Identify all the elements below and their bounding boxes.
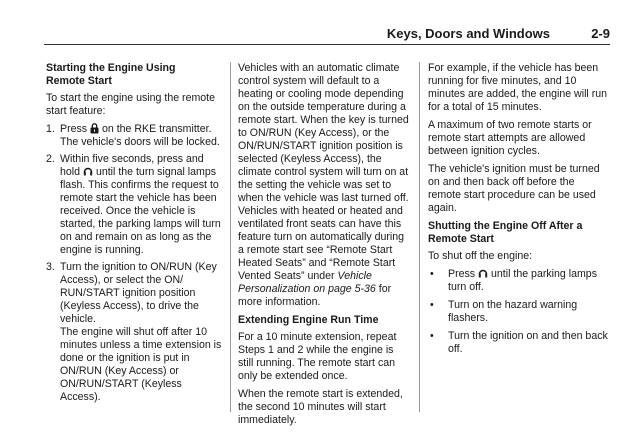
bullet: • <box>430 330 434 342</box>
extension-timing-paragraph: When the remote start is extended, the second 10 minutes will start immediately. <box>238 388 403 426</box>
shutoff-intro: To shut off the engine: <box>428 250 533 262</box>
column-3 <box>428 62 610 361</box>
intro-paragraph: To start the engine using the remote start feature: <box>46 92 216 117</box>
section-heading-extending: Extending Engine Run Time <box>238 314 379 326</box>
column-divider-2 <box>419 62 420 412</box>
list-item: • Press until the parking lamps turn off. <box>430 268 597 293</box>
climate-paragraph: Vehicles with an automatic climate control system will default to a heating or cooling mode depending on the outside temperature during a remote start. When the key is turned to ON/RUN (Key Access), or the ON/RUN/START ignition position is selected (Keyless Access), the climate control system will turn on at the setting the vehicle was set to when the vehicle was last turned off. Vehicles with heated or heated and ventilated front seats can have this feature turn on automatically during a remote start see “Remote Start Heated Seats” and “Remote Start Vented Seats” under Vehicle Personalization on page 5-36 for more information. <box>238 62 409 308</box>
extension-paragraph: For a 10 minute extension, repeat Steps 1 and 2 while the engine is still running. The remote start can only be extended once. <box>238 331 397 382</box>
bullet: • <box>430 268 434 280</box>
limit-paragraph: A maximum of two remote starts or remote start attempts are allowed between ignition cycles. <box>428 119 592 157</box>
list-item: • Turn the ignition on and then back off. <box>430 330 608 355</box>
step-item: 1. Press on the RKE transmitter. The vehicle's doors will be locked. <box>46 123 220 148</box>
column-1 <box>46 62 222 408</box>
section-title: Keys, Doors and Windows <box>386 26 550 41</box>
lock-icon <box>90 123 99 134</box>
section-heading-remote-start: Starting the Engine Using Remote Start <box>46 62 176 87</box>
step-item: 3. Turn the ignition to ON/RUN (Key Access), or select the ON/ RUN/START ignition position (Keyless Access), to drive the vehicle. The engine will shut off after 10 minutes unless a time extension is done or the ignition is put in ON/RUN (Key Access) or ON/RUN/START (Keyless Access). <box>46 261 222 403</box>
header-divider <box>44 44 610 45</box>
section-heading-shutting-off: Shutting the Engine Off After a Remote Start <box>428 220 583 245</box>
remote-start-icon <box>83 166 93 177</box>
cross-reference-link: Vehicle Personalization on page 5-36 <box>238 270 376 295</box>
step-item: 2. Within five seconds, press and hold until the turn signal lamps flash. This confirms the request to remote start the vehicle has been received. Once the vehicle is started, the parking lamps will turn on and remain on as long as the engine is running. <box>46 153 221 256</box>
list-item: • Turn on the hazard warning flashers. <box>430 299 578 324</box>
page-header <box>44 26 610 44</box>
column-divider-1 <box>230 62 231 412</box>
bullet: • <box>430 299 434 311</box>
example-paragraph: For example, if the vehicle has been running for five minutes, and 10 minutes are added, the engine will run for a total of 15 minutes. <box>428 62 608 113</box>
shutoff-list <box>428 268 610 356</box>
remote-start-icon <box>478 268 488 279</box>
page-number: 2-9 <box>591 26 610 41</box>
column-2 <box>238 62 410 432</box>
steps-list <box>46 123 222 404</box>
ignition-paragraph: The vehicle's ignition must be turned on and then back off before the remote start procedure can be used again. <box>428 163 600 214</box>
